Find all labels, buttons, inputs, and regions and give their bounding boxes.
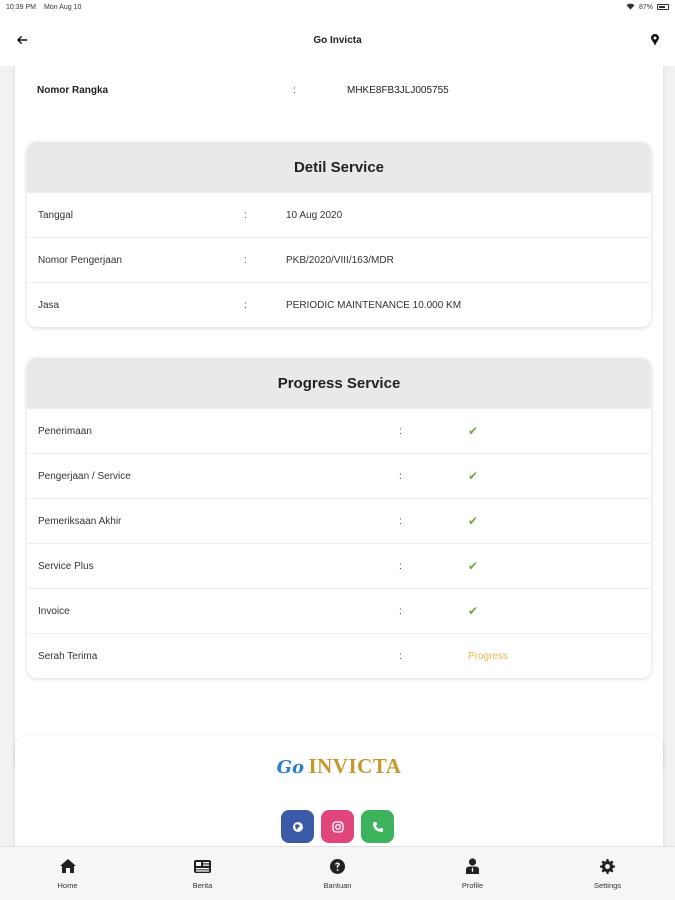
progress-service-card xyxy=(27,358,651,678)
battery-icon xyxy=(657,4,669,10)
progress-label: Penerimaan xyxy=(38,425,92,437)
social-links xyxy=(281,810,394,843)
check-icon: ✔ xyxy=(468,514,479,528)
progress-label: Pengerjaan / Service xyxy=(38,470,131,482)
progress-row xyxy=(27,543,651,588)
detail-row xyxy=(27,192,651,237)
progress-service-title: Progress Service xyxy=(27,358,651,408)
gear-icon xyxy=(599,857,617,875)
detail-value: PKB/2020/VIII/163/MDR xyxy=(286,254,394,266)
check-icon: ✔ xyxy=(468,424,479,438)
phone-icon xyxy=(372,821,384,833)
battery-percent: 87% xyxy=(638,3,653,11)
detail-row xyxy=(27,282,651,327)
detail-value: PERIODIC MAINTENANCE 10.000 KM xyxy=(286,299,462,311)
profile-icon xyxy=(464,857,482,875)
nav-profile-label: Profile xyxy=(461,881,484,890)
home-icon xyxy=(59,857,77,875)
detail-label: Jasa xyxy=(38,299,60,311)
nav-home-label: Home xyxy=(57,881,78,890)
status-time: 10:39 PM xyxy=(6,3,36,11)
content-scroll[interactable] xyxy=(0,66,675,846)
app-header xyxy=(0,14,675,66)
check-icon: ✔ xyxy=(468,469,479,483)
detail-colon: : xyxy=(244,209,247,221)
detil-service-title: Detil Service xyxy=(27,142,651,192)
progress-label: Invoice xyxy=(38,605,70,617)
progress-label: Serah Terima xyxy=(38,650,98,662)
rangka-row xyxy=(37,80,637,100)
detail-value: 10 Aug 2020 xyxy=(286,209,343,221)
help-icon xyxy=(329,857,347,875)
check-icon: ✔ xyxy=(468,559,479,573)
page-title: Go Invicta xyxy=(313,34,362,46)
progress-status: Progress xyxy=(468,650,509,662)
progress-colon: : xyxy=(399,515,402,527)
phone-button[interactable] xyxy=(361,810,394,843)
nav-bantuan[interactable] xyxy=(270,847,405,900)
progress-colon: : xyxy=(399,425,402,437)
location-button[interactable] xyxy=(645,30,665,50)
detail-label: Nomor Pengerjaan xyxy=(38,254,122,266)
rangka-colon: : xyxy=(293,84,296,96)
wifi-icon xyxy=(626,3,635,12)
service-card xyxy=(15,66,663,774)
detail-colon: : xyxy=(244,254,247,266)
pin-icon xyxy=(651,34,659,46)
progress-row xyxy=(27,453,651,498)
instagram-button[interactable] xyxy=(321,810,354,843)
progress-label: Service Plus xyxy=(38,560,94,572)
progress-row xyxy=(27,633,651,678)
arrow-left-icon xyxy=(17,35,28,45)
globe-icon xyxy=(292,821,304,833)
progress-colon: : xyxy=(399,560,402,572)
nav-home[interactable] xyxy=(0,847,135,900)
rangka-value: MHKE8FB3JLJ005755 xyxy=(347,84,449,96)
progress-row xyxy=(27,588,651,633)
status-date: Mon Aug 10 xyxy=(43,3,82,11)
check-icon: ✔ xyxy=(468,604,479,618)
footer-card xyxy=(15,736,663,846)
nav-berita-label: Berita xyxy=(192,881,213,890)
nav-bantuan-label: Bantuan xyxy=(323,881,352,890)
progress-row xyxy=(27,408,651,453)
progress-label: Pemeriksaan Akhir xyxy=(38,515,122,527)
website-button[interactable] xyxy=(281,810,314,843)
rangka-label: Nomor Rangka xyxy=(37,84,109,96)
nav-berita[interactable] xyxy=(135,847,270,900)
progress-colon: : xyxy=(399,605,402,617)
instagram-icon xyxy=(332,821,344,833)
back-button[interactable] xyxy=(12,30,32,50)
nav-settings[interactable] xyxy=(540,847,675,900)
logo-go: Go xyxy=(276,757,304,778)
progress-row xyxy=(27,498,651,543)
detail-row xyxy=(27,237,651,282)
go-invicta-logo xyxy=(15,754,663,779)
status-bar xyxy=(0,0,675,14)
logo-brand: INVICTA xyxy=(308,754,402,778)
progress-colon: : xyxy=(399,470,402,482)
detil-service-card xyxy=(27,142,651,327)
news-icon xyxy=(194,857,212,875)
nav-profile[interactable] xyxy=(405,847,540,900)
detail-label: Tanggal xyxy=(38,209,74,221)
bottom-nav xyxy=(0,846,675,900)
detail-colon: : xyxy=(244,299,247,311)
nav-settings-label: Settings xyxy=(593,881,622,890)
progress-colon: : xyxy=(399,650,402,662)
